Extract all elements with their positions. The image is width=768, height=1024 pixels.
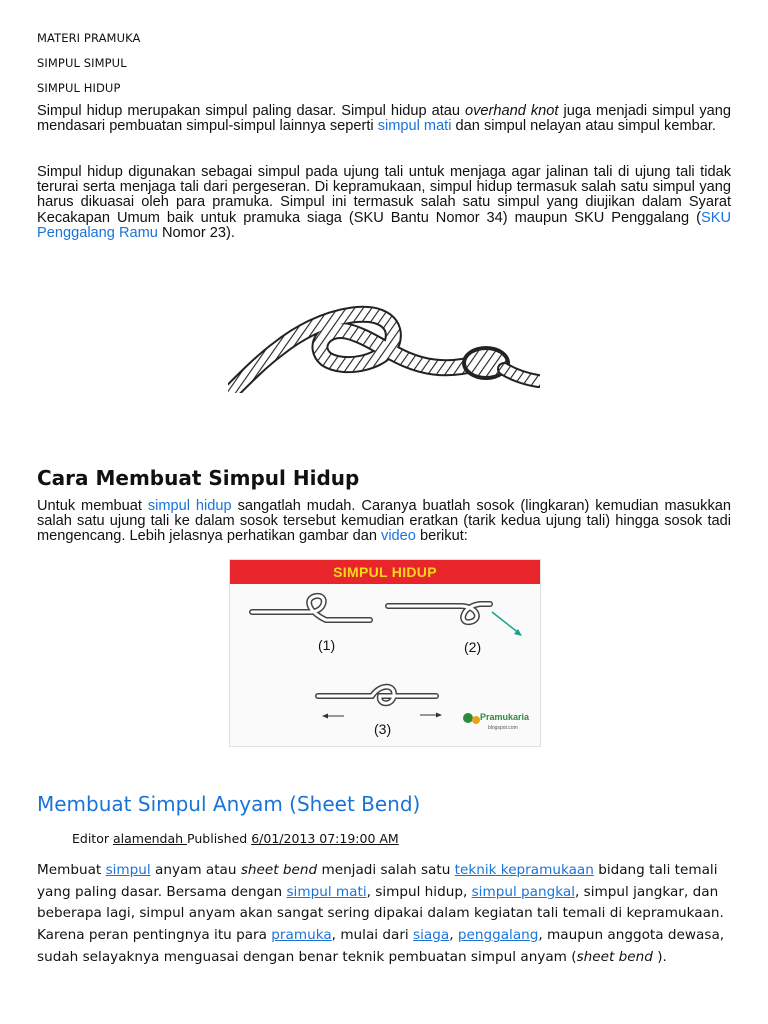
link-simpul[interactable]: simpul	[105, 862, 151, 878]
header-line-simpul: SIMPUL SIMPUL	[37, 56, 127, 70]
link-penggalang[interactable]: penggalang	[457, 927, 539, 944]
step-label-2: (2)	[464, 639, 482, 655]
simpul-hidup-steps-figure	[229, 559, 541, 747]
publish-date-link[interactable]: 6/01/2013 07:19:00 AM	[251, 831, 399, 846]
section-title-simpul-anyam: Membuat Simpul Anyam (Sheet Bend)	[37, 792, 421, 816]
step-label-3: (3)	[374, 721, 392, 737]
header-line-materi: MATERI PRAMUKA	[37, 31, 141, 45]
paragraph-intro: Simpul hidup merupakan simpul paling dasar. Simpul hidup atau overhand knot juga menjadi simpul yang mendasari pembuatan simpul-simpul lainnya seperti simpul mati dan simpul nelayan atau simpul kembar.	[37, 103, 731, 135]
paragraph-usage: Simpul hidup digunakan sebagai simpul pada ujung tali untuk menjaga agar jalinan tali di ujung tali tidak terurai serta menjaga tali dari pergeseran. Di kepramukaan, simpul hidup termasuk salah satu simpul yang harus dikuasai oleh para pramuka. Simpul ini termasuk salah satu simpul yang diujikan dalam Syarat Kecakapan Umum baik untuk pramuka siaga (SKU Bantu Nomor 34) maupun SKU Penggalang (SKU Penggalang Ramu Nomor 23).	[37, 164, 731, 241]
overhand-knot-illustration	[228, 305, 540, 393]
link-simpul-pangkal[interactable]: simpul pangkal	[471, 883, 575, 900]
link-sku-penggalang-ramu[interactable]: SKU Penggalang Ramu	[37, 209, 731, 241]
link-simpul-mati-2[interactable]: simpul mati	[286, 883, 367, 900]
link-video[interactable]: video	[381, 528, 416, 545]
header-line-hidup: SIMPUL HIDUP	[37, 81, 121, 95]
step-label-1: (1)	[318, 637, 336, 653]
link-simpul-hidup[interactable]: simpul hidup	[147, 498, 232, 514]
watermark-logo-text: Pramukaria	[480, 712, 530, 722]
pramukaria-logo	[463, 712, 530, 731]
link-teknik-kepramukaan[interactable]: teknik kepramukaan	[454, 862, 594, 878]
link-siaga[interactable]: siaga	[413, 927, 450, 944]
paragraph-instructions: Untuk membuat simpul hidup sangatlah mudah. Caranya buatlah sosok (lingkaran) kemudian masukkan salah satu ujung tali ke dalam sosok tersebut kemudian eratkan (tarik kedua ujung tali) hingga sosok tadi mengencang. Lebih jelasnya perhatikan gambar dan video berikut:	[37, 498, 731, 545]
figure-banner: SIMPUL HIDUP	[230, 560, 540, 584]
link-simpul-mati[interactable]: simpul mati	[377, 118, 452, 135]
section-title-cara-membuat: Cara Membuat Simpul Hidup	[37, 466, 360, 490]
paragraph-simpul-anyam: Membuat simpul anyam atau sheet bend menjadi salah satu teknik kepramukaan bidang tali temali yang paling dasar. Bersama dengan simpul mati, simpul hidup, simpul pangkal, simpul jangkar, dan beberapa lagi, simpul anyam akan sangat sering dipakai dalam kegiatan tali temali di kepramukaan. Karena peran pentingnya itu para pramuka, mulai dari siaga, penggalang, maupun anggota dewasa, sudah selayaknya menguasai dengan benar teknik pembuatan simpul anyam (sheet bend ).	[37, 862, 725, 965]
author-link[interactable]: alamendah	[112, 831, 188, 846]
post-meta: Editor alamendah Published 6/01/2013 07:19:00 AM	[72, 831, 399, 846]
link-pramuka[interactable]: pramuka	[271, 927, 332, 944]
watermark-logo-subtext: blogspot.com	[488, 725, 518, 731]
